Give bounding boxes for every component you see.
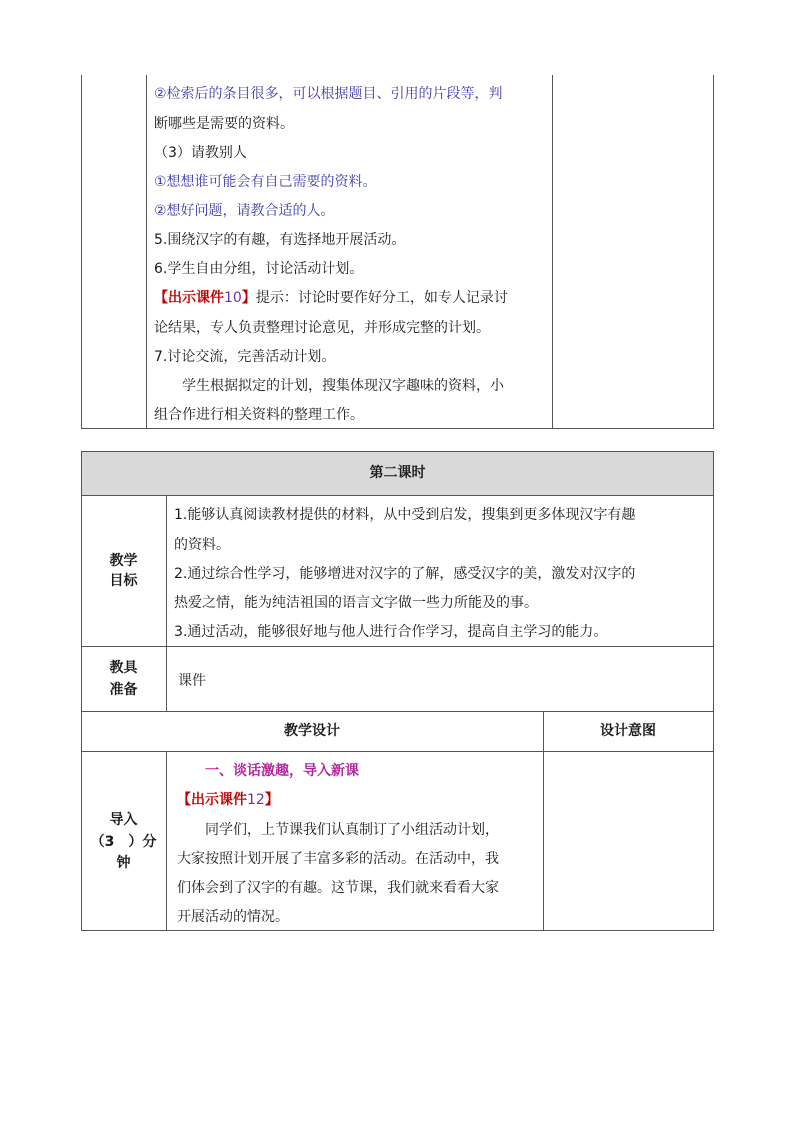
intro-label-line2	[81, 832, 166, 852]
top-tip-continued: 论结果，专人负责整理讨论意见，并形成完整的计划。	[154, 320, 490, 336]
goal-3: 3.通过活动，能够很好地与他人进行合作学习，提高自主学习的能力。	[174, 624, 608, 640]
intro-label-divider	[166, 751, 167, 931]
prep-value: 课件	[178, 673, 206, 689]
top-table-divider-2	[552, 75, 553, 429]
courseware12-number: 12	[247, 792, 265, 808]
intro-label-line1: 导入	[109, 812, 138, 828]
lesson-title: 第二课时	[369, 465, 426, 481]
discussion-tip: 提示：讨论时要作好分工，如专人记录讨	[255, 290, 508, 306]
intro-text-line4: 开展活动的情况。	[177, 909, 289, 925]
top-line-step7: 7.讨论交流，完善活动计划。	[154, 349, 336, 365]
courseware-tag-close: 】	[241, 290, 256, 306]
top-line-good-questions: ②想好问题，请教合适的人。	[154, 203, 335, 219]
lesson-table-bottom-border	[81, 930, 714, 931]
intent-header: 设计意图	[600, 723, 656, 739]
intro-text-line1: 同学们，上节课我们认真制订了小组活动计划，	[205, 822, 499, 838]
intent-column-divider	[543, 711, 544, 931]
top-line-search-results: ②检索后的条目很多，可以根据题目、引用的片段等，判	[154, 86, 503, 102]
lesson-table-right-border	[713, 451, 714, 931]
intro-label-line3: 钟	[116, 855, 131, 871]
lesson-table-top-border	[81, 451, 714, 452]
prep-row-bottom	[81, 711, 714, 712]
goals-row-bottom	[81, 646, 714, 647]
prep-label-line2: 准备	[109, 682, 138, 698]
top-table-right-border	[713, 75, 714, 429]
design-header-row-bottom	[81, 751, 714, 752]
goals-label-line2: 目标	[109, 573, 138, 589]
goal-1-line2: 的资料。	[174, 537, 230, 553]
prep-label-line1: 教具	[109, 660, 138, 676]
top-line-step6: 6.学生自由分组，讨论活动计划。	[154, 261, 364, 277]
intro-minutes-open: （3	[90, 834, 115, 850]
intro-courseware-line	[177, 790, 279, 810]
courseware12-tag-close: 】	[264, 792, 279, 808]
top-table-divider-1	[146, 75, 147, 429]
top-table-left-border	[81, 75, 82, 429]
top-line-judge-materials: 断哪些是需要的资料。	[154, 116, 294, 132]
top-paragraph-line1: 学生根据拟定的计划，搜集体现汉字趣味的资料，小	[182, 378, 504, 394]
goal-1-line1: 1.能够认真阅读教材提供的材料，从中受到启发，搜集到更多体现汉字有趣	[174, 507, 636, 523]
top-paragraph-line2: 组合作进行相关资料的整理工作。	[154, 407, 364, 423]
courseware12-tag-open: 【出示课件	[177, 792, 247, 808]
intro-minutes-close: ）分	[128, 834, 157, 850]
design-header: 教学设计	[284, 723, 340, 739]
goals-label-line1: 教学	[109, 553, 138, 569]
intro-text-line2: 大家按照计划开展了丰富多彩的活动。在活动中，我	[177, 851, 499, 867]
top-line-ask-others: （3）请教别人	[154, 145, 247, 161]
top-line-think-who: ①想想谁可能会有自己需要的资料。	[154, 174, 377, 190]
courseware-tag-open: 【出示课件	[154, 290, 224, 306]
courseware-number: 10	[224, 290, 242, 306]
label-column-divider	[166, 495, 167, 711]
goal-2-line1: 2.通过综合性学习，能够增进对汉字的了解，感受汉字的美，激发对汉字的	[174, 566, 636, 582]
intro-text-line3: 们体会到了汉字的有趣。这节课，我们就来看看大家	[177, 880, 499, 896]
top-table-bottom-border	[81, 428, 714, 429]
top-courseware-line	[154, 288, 508, 308]
goal-2-line2: 热爱之情，能为纯洁祖国的语言文字做一些力所能及的事。	[174, 595, 538, 611]
top-line-step5: 5.围绕汉字的有趣，有选择地开展活动。	[154, 232, 406, 248]
intro-section-title: 一、谈话激趣，导入新课	[205, 763, 359, 779]
header-row-bottom	[81, 495, 714, 496]
